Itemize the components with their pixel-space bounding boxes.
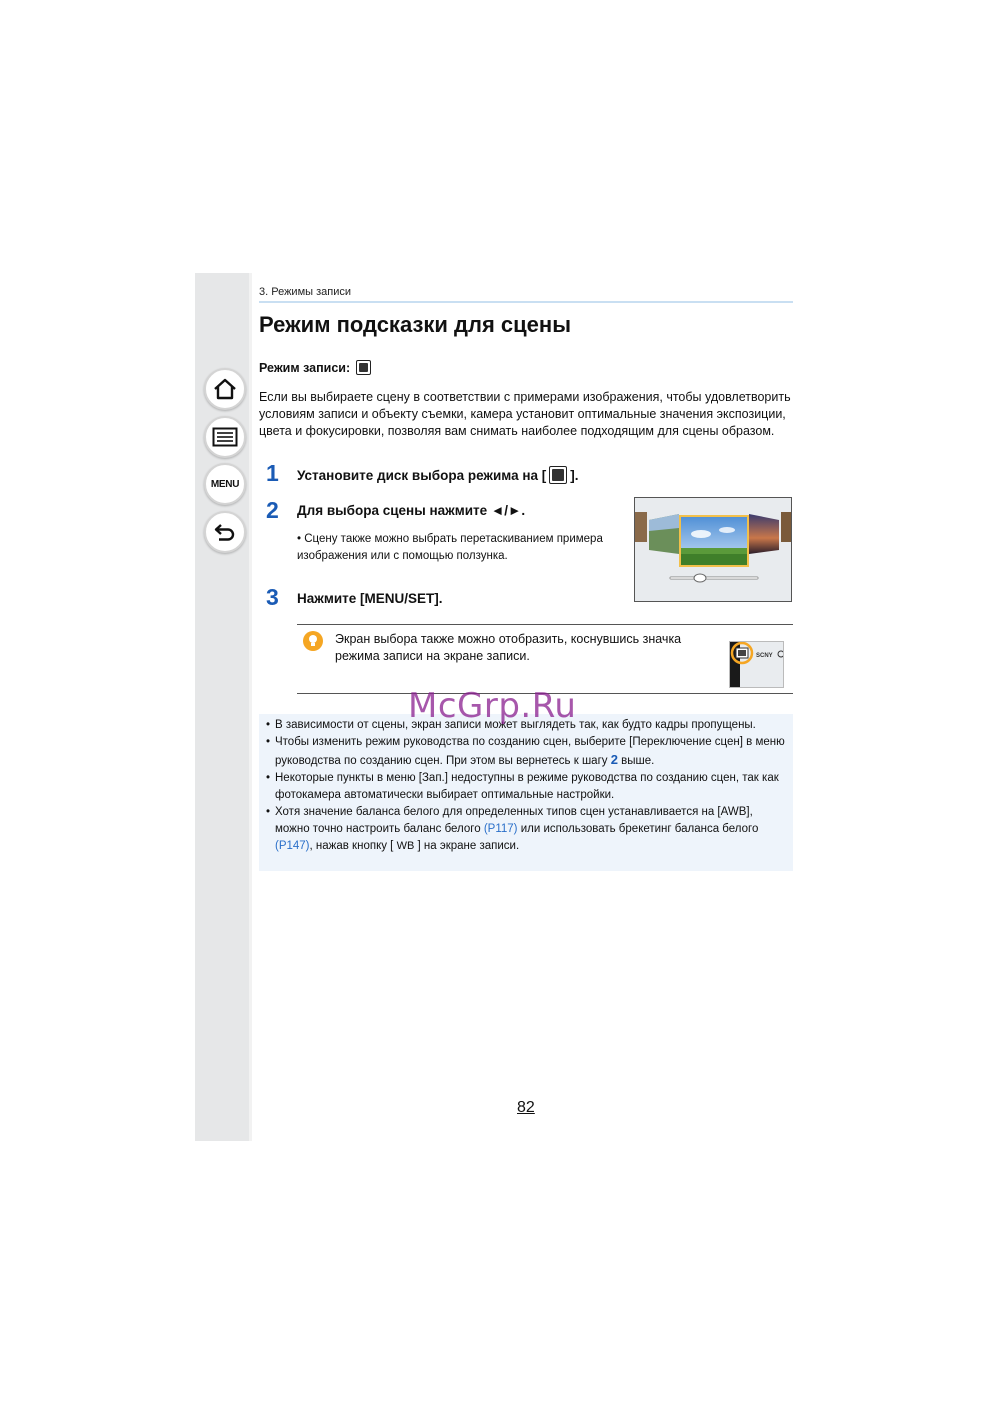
step-reference: 2 xyxy=(610,752,618,767)
scene-selection-screen xyxy=(634,497,792,602)
menu-label: MENU xyxy=(210,478,240,490)
watermark: McGrp.Ru xyxy=(408,686,577,726)
recording-mode-line xyxy=(259,360,371,375)
lightbulb-icon xyxy=(307,634,319,648)
list-icon xyxy=(212,427,238,447)
step-3-number: 3 xyxy=(266,584,279,610)
record-screen-preview xyxy=(729,641,784,688)
step-2-text: Для выбора сцены нажмите ◄/►. xyxy=(297,503,526,518)
note-item: • Чтобы изменить режим руководства по созданию сцен, выберите [Переключение сцен] в меню руководства по созданию сцен. При этом вы вернетесь к шагу 2 выше. xyxy=(265,734,787,770)
notes-box xyxy=(259,714,793,871)
home-button[interactable] xyxy=(204,368,246,410)
page-title: Режим подсказки для сцены xyxy=(259,312,571,337)
page-link-p147[interactable]: (P147) xyxy=(275,840,310,852)
touch-mode-icon-illustration xyxy=(730,642,784,688)
back-button[interactable] xyxy=(204,511,246,553)
note-item: • В зависимости от сцены, экран записи может выглядеть так, как будто кадры пропущены. xyxy=(265,717,787,734)
contents-button[interactable] xyxy=(204,416,246,458)
hint-text: Экран выбора также можно отобразить, коснувшись значка режима записи на экране записи. xyxy=(335,632,682,663)
scene-carousel-illustration xyxy=(635,498,792,602)
wb-button-icon: WB xyxy=(396,840,415,852)
breadcrumb: 3. Режимы записи xyxy=(259,286,352,298)
step-2-note: • Сцену также можно выбрать перетаскиванием примера изображения или с помощью ползунка. xyxy=(297,533,603,562)
mode-label: Режим записи: xyxy=(259,360,351,375)
scny-label: SCNY xyxy=(756,653,773,659)
step-3-text: Нажмите [MENU/SET]. xyxy=(297,591,443,606)
return-icon xyxy=(213,522,237,542)
page-link-p117[interactable]: (P117) xyxy=(483,823,518,835)
menu-button[interactable] xyxy=(204,463,246,505)
step-1-number: 1 xyxy=(266,460,279,486)
scn-mode-icon xyxy=(356,360,371,375)
intro-paragraph: Если вы выбираете сцену в соответствии с примерами изображения, чтобы удовлетворить условиям записи и объекту съемки, камера установит оптимальные значения экспозиции, цвета и фокусировки, позволяя вам снимать наиболее подходящим для сцены образом. xyxy=(259,390,791,438)
home-icon xyxy=(213,378,237,400)
step-1-text: Установите диск выбора режима на [ ]. xyxy=(297,467,579,483)
step-2-number: 2 xyxy=(266,497,279,523)
scn-dial-icon xyxy=(549,466,567,484)
header-rule xyxy=(259,301,793,303)
hint-icon xyxy=(303,631,323,651)
page-number[interactable]: 82 xyxy=(517,1099,535,1116)
note-item: • Некоторые пункты в меню [Зап.] недоступны в режиме руководства по созданию сцен, так как фотокамера автоматически выбирает оптимальные настройки. xyxy=(265,770,787,804)
hint-top-rule xyxy=(297,624,793,625)
note-item: • Хотя значение баланса белого для определенных типов сцен устанавливается на [AWB], можно точно настроить баланс белого (P117) или использовать брекетинг баланса белого (P147), нажав кнопку [ WB ] на экране записи. xyxy=(265,804,787,855)
